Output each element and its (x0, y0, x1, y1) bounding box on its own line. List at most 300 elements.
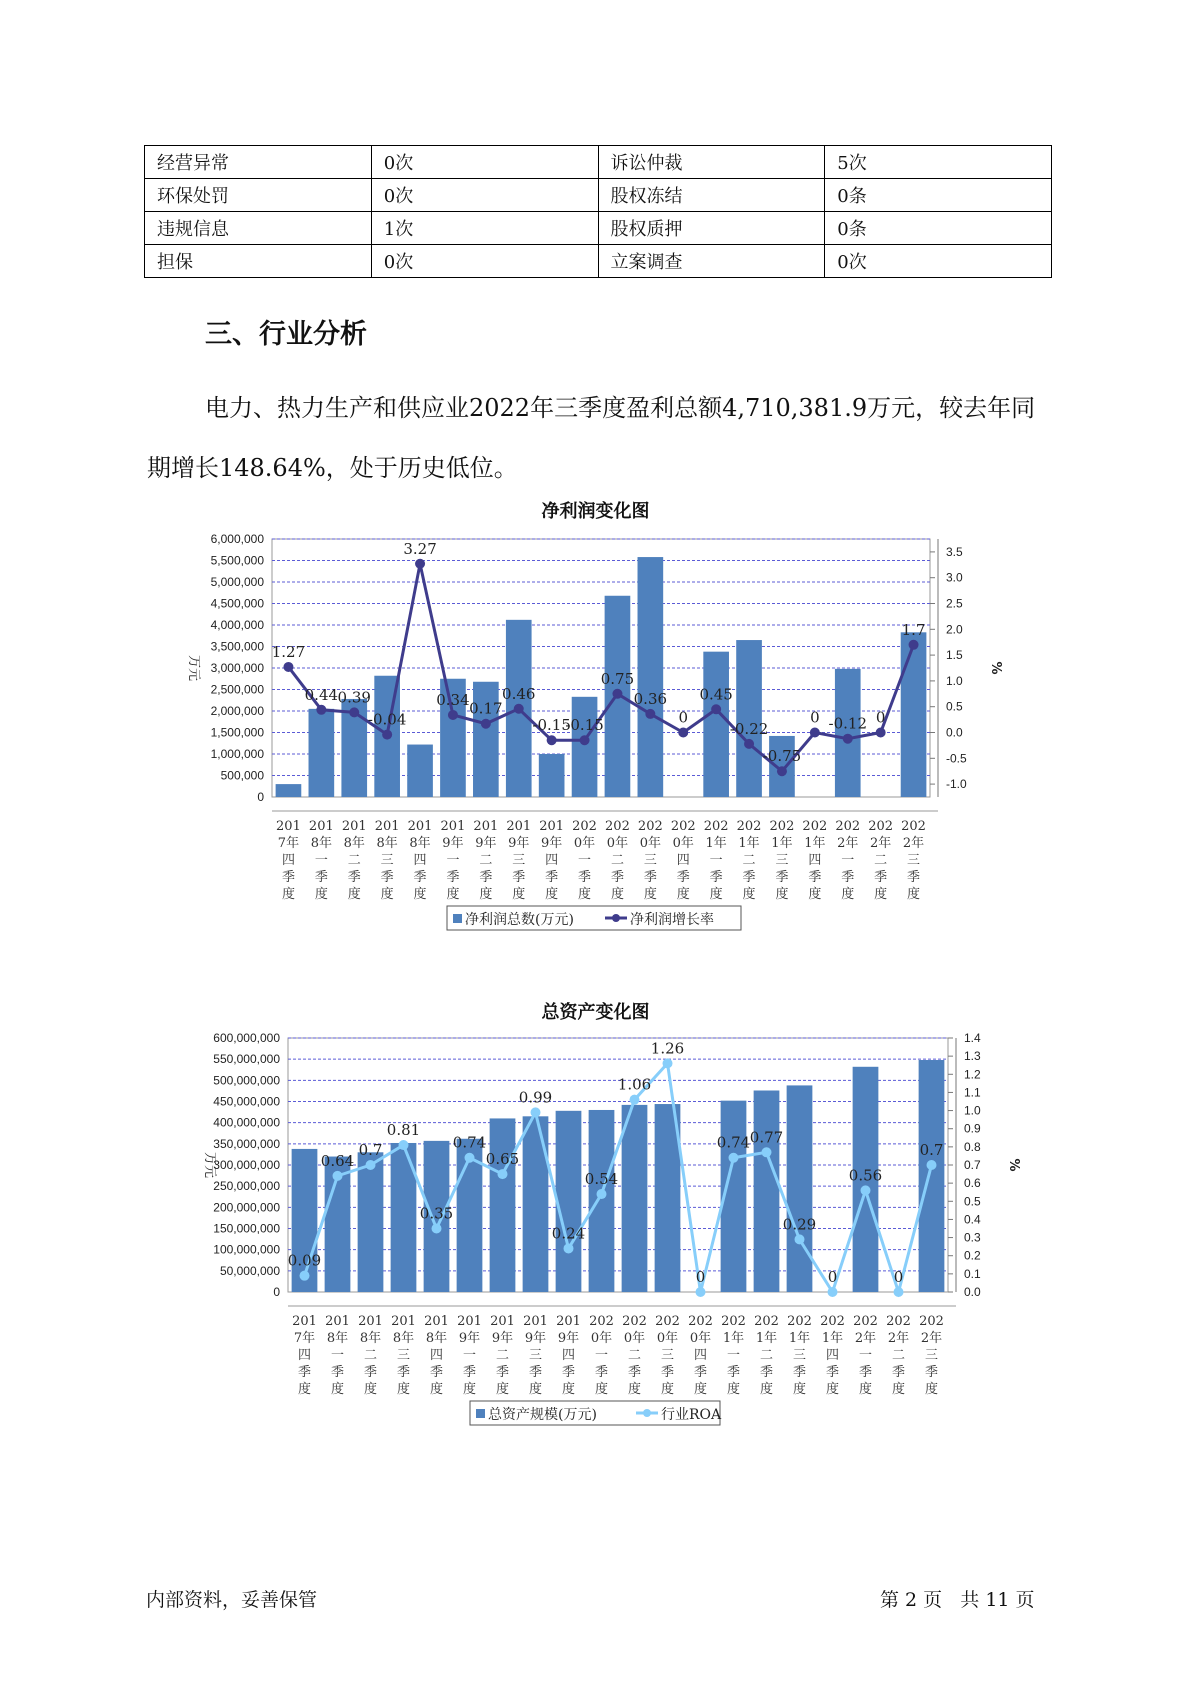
y-tick-label: 500,000 (220, 768, 264, 783)
x-tick-label: 度 (314, 887, 328, 902)
x-tick-label: 度 (808, 887, 822, 902)
net-profit-chart (0, 520, 1191, 960)
footer-confidential-note: 内部资料，妥善保管 (146, 1589, 318, 1611)
x-tick-label: 季 (709, 870, 723, 885)
x-tick-label: 201 (539, 819, 565, 834)
line-point (696, 1287, 706, 1297)
y-tick-label: 5,500,000 (210, 553, 264, 568)
x-tick-label: 201 (391, 1314, 416, 1329)
line-point (547, 735, 557, 745)
line-point (663, 1058, 673, 1068)
y2-tick-label: 0.8 (964, 1139, 981, 1154)
bar (276, 784, 302, 797)
data-label: 1.7 (901, 620, 926, 639)
data-label: -0.12 (828, 714, 867, 733)
x-tick-label: 202 (868, 819, 894, 834)
x-tick-label: 度 (907, 887, 921, 902)
x-tick-label: 度 (742, 887, 756, 902)
x-tick-label: 四 (297, 1348, 312, 1363)
line-point (564, 1243, 574, 1253)
bar (919, 1060, 945, 1292)
x-tick-label: 季 (676, 870, 690, 885)
y2-tick-label: 1.1 (964, 1085, 981, 1100)
data-label: 0.34 (436, 690, 470, 709)
x-tick-label: 季 (479, 870, 493, 885)
x-tick-label: 9年 (524, 1331, 547, 1346)
y2-tick-label: 0.4 (964, 1212, 981, 1227)
risk-table-cell: 股权质押 (598, 212, 825, 245)
x-tick-label: 202 (589, 1314, 614, 1329)
line-point (514, 704, 524, 714)
legend-bar-swatch (476, 1409, 485, 1418)
y2-tick-label: 1.2 (964, 1067, 981, 1082)
industry-summary-paragraph: 电力、热力生产和供应业2022年三季度盈利总额4,710,381.9万元，较去年同期增长148.64%，处于历史低位。 (147, 394, 1036, 482)
x-tick-label: 202 (901, 819, 926, 834)
x-tick-label: 202 (655, 1314, 680, 1329)
x-tick-label: 0年 (639, 836, 661, 851)
data-label: 0.56 (848, 1166, 883, 1185)
data-label: 0.7 (358, 1141, 383, 1159)
x-tick-label: 201 (308, 819, 334, 834)
data-label: 0.65 (485, 1150, 520, 1169)
x-tick-label: 202 (853, 1314, 878, 1329)
y2-tick-label: 3.5 (946, 544, 963, 559)
y2-axis-title: % (988, 661, 1003, 675)
x-tick-label: 2年 (887, 1331, 910, 1346)
data-label: 0.64 (320, 1151, 355, 1170)
x-tick-label: 201 (490, 1314, 515, 1329)
data-label: 0 (678, 708, 689, 727)
bar (539, 754, 565, 797)
risk-table-cell: 5次 (825, 146, 1052, 179)
data-label: 1.26 (650, 1039, 685, 1058)
line-point (349, 707, 359, 717)
x-tick-label: 202 (605, 819, 630, 834)
data-label: 0.24 (551, 1224, 586, 1243)
x-tick-label: 季 (891, 1365, 906, 1380)
y-tick-label: 1,000,000 (210, 747, 264, 761)
y-tick-label: 0 (273, 1285, 280, 1299)
bar (754, 1090, 780, 1292)
x-tick-label: 1年 (722, 1331, 745, 1346)
x-tick-label: 一 (858, 1348, 873, 1363)
x-tick-label: 202 (820, 1314, 845, 1329)
line-point (810, 728, 820, 738)
x-tick-label: 201 (407, 819, 433, 834)
x-tick-label: 季 (924, 1365, 939, 1380)
risk-table-row (145, 146, 1052, 179)
y2-tick-label: 0.5 (964, 1194, 981, 1209)
x-tick-label: 1年 (821, 1331, 844, 1346)
data-label: 0.17 (469, 699, 503, 718)
data-label: 1.06 (617, 1075, 652, 1094)
line-point (711, 704, 721, 714)
x-tick-label: 季 (610, 870, 624, 885)
x-tick-label: 1年 (804, 836, 826, 851)
x-tick-label: 季 (759, 1365, 774, 1380)
x-tick-label: 度 (841, 887, 855, 902)
x-tick-label: 季 (380, 870, 394, 885)
x-tick-label: 201 (341, 819, 367, 834)
data-label: -0.15 (532, 716, 571, 735)
x-tick-label: 度 (363, 1382, 378, 1397)
x-tick-label: 度 (347, 887, 361, 902)
risk-table-cell: 经营异常 (145, 146, 372, 179)
x-tick-label: 度 (825, 1382, 840, 1397)
line-point (300, 1271, 310, 1281)
risk-table-cell: 立案调查 (598, 245, 825, 278)
x-tick-label: 度 (396, 1382, 411, 1397)
y-tick-label: 250,000,000 (213, 1179, 280, 1194)
x-tick-label: 9年 (475, 836, 497, 851)
data-label: 0.44 (304, 685, 339, 704)
y-tick-label: 6,000,000 (210, 532, 264, 546)
x-tick-label: 季 (578, 870, 592, 885)
x-tick-label: 季 (314, 870, 328, 885)
x-tick-label: 度 (528, 1382, 543, 1397)
y2-tick-label: 0.1 (964, 1266, 981, 1281)
line-point (333, 1171, 343, 1181)
risk-table-cell: 诉讼仲裁 (598, 146, 825, 179)
x-tick-label: 度 (891, 1382, 906, 1397)
x-tick-label: 9年 (508, 836, 530, 851)
x-tick-label: 1年 (738, 836, 760, 851)
data-label: 0.7 (919, 1141, 944, 1159)
line-point (531, 1107, 541, 1117)
risk-table-cell: 担保 (145, 245, 372, 278)
plot-area (272, 539, 930, 797)
bar (358, 1152, 384, 1292)
x-tick-label: 季 (512, 870, 526, 885)
y-tick-label: 600,000,000 (213, 1031, 280, 1045)
x-tick-label: 8年 (376, 836, 398, 851)
x-tick-label: 2年 (837, 836, 859, 851)
line-point (465, 1153, 475, 1163)
x-tick-label: 201 (440, 819, 466, 834)
bar (622, 1105, 648, 1292)
line-point (927, 1160, 937, 1170)
data-label: 0 (893, 1268, 904, 1286)
risk-table-cell: 0条 (825, 179, 1052, 212)
x-tick-label: 9年 (442, 836, 464, 851)
risk-table-row (145, 212, 1052, 245)
data-label: -0.04 (367, 710, 407, 729)
y-tick-label: 50,000,000 (219, 1263, 280, 1278)
x-tick-label: 四 (545, 853, 559, 868)
line-point (283, 662, 293, 672)
x-tick-label: 季 (446, 870, 460, 885)
x-tick-label: 二 (742, 853, 756, 868)
y2-tick-label: 1.0 (964, 1103, 981, 1118)
x-tick-label: 二 (363, 1348, 378, 1363)
x-tick-label: 度 (479, 887, 493, 902)
x-tick-label: 四 (693, 1348, 708, 1363)
bar (638, 557, 664, 797)
bar (292, 1149, 318, 1292)
x-tick-label: 202 (572, 819, 597, 834)
x-tick-label: 202 (622, 1314, 647, 1329)
y-tick-label: 0 (257, 790, 264, 804)
x-tick-label: 二 (479, 853, 493, 868)
x-tick-label: 季 (775, 870, 789, 885)
x-tick-label: 1年 (705, 836, 727, 851)
y-tick-label: 3,000,000 (210, 661, 264, 675)
x-tick-label: 度 (594, 1382, 609, 1397)
y2-tick-label: 1.5 (946, 648, 963, 663)
total-assets-chart-title: 总资产变化图 (541, 1002, 650, 1023)
x-tick-label: 度 (792, 1382, 807, 1397)
x-tick-label: 季 (693, 1365, 708, 1380)
x-tick-label: 季 (330, 1365, 345, 1380)
x-tick-label: 9年 (557, 1331, 580, 1346)
data-label: 0.74 (716, 1133, 751, 1152)
y-tick-label: 450,000,000 (213, 1094, 280, 1109)
risk-table-row (145, 179, 1052, 212)
data-label: 0.74 (452, 1133, 487, 1152)
x-tick-label: 202 (802, 819, 828, 834)
y-tick-label: 550,000,000 (213, 1052, 280, 1067)
x-tick-label: 季 (462, 1365, 477, 1380)
x-tick-label: 三 (643, 853, 657, 868)
y-tick-label: 4,000,000 (210, 618, 264, 632)
y2-tick-label: 0.0 (946, 725, 963, 740)
x-tick-label: 202 (703, 819, 729, 834)
line-point (762, 1147, 772, 1157)
x-tick-label: 三 (924, 1348, 939, 1363)
risk-table-cell: 1次 (371, 212, 598, 245)
x-tick-label: 一 (841, 853, 855, 868)
x-tick-label: 季 (841, 870, 855, 885)
x-tick-label: 三 (512, 853, 526, 868)
x-tick-label: 一 (726, 1348, 741, 1363)
x-tick-label: 1年 (788, 1331, 811, 1346)
bar (523, 1116, 549, 1292)
line-point (366, 1160, 376, 1170)
line-point (580, 735, 590, 745)
data-label: 0.36 (633, 689, 668, 708)
data-label: 0.75 (600, 669, 635, 688)
y2-axis-title: % (1006, 1158, 1021, 1172)
x-tick-label: 度 (759, 1382, 774, 1397)
x-tick-label: 季 (297, 1365, 312, 1380)
x-tick-label: 二 (874, 853, 888, 868)
x-tick-label: 1年 (755, 1331, 778, 1346)
y-tick-label: 350,000,000 (213, 1136, 280, 1151)
x-tick-label: 度 (858, 1382, 873, 1397)
x-tick-label: 度 (610, 887, 624, 902)
x-tick-label: 1年 (771, 836, 793, 851)
x-tick-label: 季 (528, 1365, 543, 1380)
x-tick-label: 二 (495, 1348, 510, 1363)
data-label: 0.77 (749, 1128, 784, 1147)
y-tick-label: 300,000,000 (213, 1158, 280, 1172)
bar (572, 697, 598, 797)
x-tick-label: 度 (446, 887, 460, 902)
x-tick-label: 202 (721, 1314, 746, 1329)
line-point (729, 1153, 739, 1163)
y-tick-label: 2,000,000 (210, 704, 264, 718)
line-point (876, 728, 886, 738)
data-label: 1.27 (271, 642, 306, 661)
data-label: -0.75 (762, 747, 802, 766)
x-tick-label: 一 (314, 853, 328, 868)
x-tick-label: 一 (330, 1348, 345, 1363)
x-tick-label: 四 (676, 853, 690, 868)
data-label: 0.35 (419, 1204, 454, 1223)
x-tick-label: 季 (363, 1365, 378, 1380)
x-tick-label: 0年 (623, 1331, 646, 1346)
data-label: 0 (695, 1268, 706, 1286)
legend-bar-label: 净利润总数(万元) (465, 912, 574, 928)
bar (407, 745, 433, 797)
bar (309, 709, 335, 797)
x-tick-label: 度 (775, 887, 789, 902)
x-tick-label: 三 (775, 853, 789, 868)
x-tick-label: 度 (281, 887, 295, 902)
section-title: 三、行业分析 (205, 319, 367, 350)
x-tick-label: 0年 (689, 1331, 712, 1346)
line-point (909, 640, 919, 650)
x-tick-label: 季 (347, 870, 361, 885)
x-tick-label: 201 (358, 1314, 383, 1329)
x-tick-label: 202 (886, 1314, 911, 1329)
y-tick-label: 100,000,000 (213, 1242, 280, 1257)
x-tick-label: 季 (594, 1365, 609, 1380)
data-label: -0.15 (565, 716, 604, 735)
x-tick-label: 季 (792, 1365, 807, 1380)
data-label: 3.27 (403, 539, 437, 558)
bar (556, 1111, 582, 1292)
x-tick-label: 季 (858, 1365, 873, 1380)
line-point (828, 1287, 838, 1297)
data-label: 0.54 (584, 1170, 619, 1189)
x-tick-label: 2年 (854, 1331, 877, 1346)
line-point (744, 739, 754, 749)
line-point (415, 559, 425, 569)
x-tick-label: 7年 (293, 1331, 316, 1346)
x-tick-label: 度 (693, 1382, 708, 1397)
x-tick-label: 201 (523, 1314, 548, 1329)
x-tick-label: 二 (610, 853, 624, 868)
bar (703, 652, 729, 797)
x-tick-label: 季 (808, 870, 822, 885)
legend-bar-label: 总资产规模(万元) (488, 1407, 597, 1423)
x-tick-label: 度 (578, 887, 592, 902)
bar (787, 1085, 813, 1292)
x-tick-label: 0年 (573, 836, 596, 851)
y2-tick-label: 0.9 (964, 1121, 981, 1136)
line-point (481, 719, 491, 729)
data-label: 0 (875, 708, 886, 727)
x-tick-label: 季 (907, 870, 921, 885)
risk-summary-table (144, 145, 1052, 278)
x-tick-label: 二 (627, 1348, 642, 1363)
y2-tick-label: 1.0 (946, 673, 963, 688)
x-tick-label: 0年 (606, 836, 629, 851)
x-tick-label: 201 (473, 819, 499, 834)
y-tick-label: 150,000,000 (213, 1221, 280, 1236)
line-point (861, 1185, 871, 1195)
line-point (612, 689, 622, 699)
x-tick-label: 三 (792, 1348, 807, 1363)
x-tick-label: 9年 (491, 1331, 514, 1346)
x-tick-label: 201 (325, 1314, 350, 1329)
x-tick-label: 三 (907, 853, 921, 868)
bar (901, 632, 927, 797)
x-tick-label: 四 (825, 1348, 840, 1363)
total-assets-chart (0, 1025, 1191, 1465)
line-point (316, 705, 326, 715)
risk-table-cell: 0次 (371, 146, 598, 179)
line-point (777, 766, 787, 776)
data-label: 0.81 (386, 1121, 421, 1140)
x-tick-label: 度 (297, 1382, 312, 1397)
y-tick-label: 2,500,000 (210, 682, 264, 697)
data-label: 0 (810, 708, 820, 727)
y-tick-label: 3,500,000 (210, 639, 264, 654)
x-tick-label: 0年 (590, 1331, 613, 1346)
x-tick-label: 季 (825, 1365, 840, 1380)
x-tick-label: 202 (787, 1314, 812, 1329)
x-tick-label: 201 (506, 819, 532, 834)
x-tick-label: 9年 (458, 1331, 481, 1346)
footer-page-number: 第 2 页 共 11 页 (880, 1589, 1035, 1611)
x-tick-label: 度 (874, 887, 888, 902)
legend-bar-swatch (453, 914, 462, 923)
risk-table-cell: 0次 (371, 179, 598, 212)
x-tick-label: 度 (561, 1382, 576, 1397)
net-profit-chart-title: 净利润变化图 (541, 501, 650, 522)
y2-tick-label: 2.5 (946, 596, 963, 611)
x-tick-label: 202 (919, 1314, 944, 1329)
risk-table-cell: 环保处罚 (145, 179, 372, 212)
x-tick-label: 三 (396, 1348, 411, 1363)
x-tick-label: 201 (457, 1314, 482, 1329)
bar (835, 669, 861, 797)
x-tick-label: 度 (709, 887, 723, 902)
risk-table-cell: 0次 (825, 245, 1052, 278)
line-point (678, 728, 688, 738)
y2-tick-label: 0.0 (964, 1285, 981, 1299)
x-tick-label: 201 (424, 1314, 449, 1329)
y2-tick-label: 0.5 (946, 699, 963, 714)
x-tick-label: 202 (769, 819, 795, 834)
legend-line-label: 行业ROA (661, 1407, 722, 1423)
x-tick-label: 季 (627, 1365, 642, 1380)
x-tick-label: 一 (578, 853, 592, 868)
line-point (448, 710, 458, 720)
y-axis-title: 万元 (202, 1151, 217, 1179)
x-tick-label: 度 (924, 1382, 939, 1397)
x-tick-label: 202 (688, 1314, 713, 1329)
x-tick-label: 季 (281, 870, 295, 885)
legend-line-marker (643, 1409, 651, 1417)
y-tick-label: 400,000,000 (213, 1115, 280, 1130)
x-tick-label: 度 (676, 887, 690, 902)
x-tick-label: 度 (462, 1382, 477, 1397)
y-tick-label: 5,000,000 (210, 575, 264, 589)
y2-tick-label: 0.7 (964, 1158, 981, 1172)
x-tick-label: 8年 (310, 836, 332, 851)
x-tick-label: 8年 (425, 1331, 448, 1346)
x-tick-label: 季 (660, 1365, 675, 1380)
y-tick-label: 1,500,000 (210, 725, 264, 740)
x-tick-label: 季 (643, 870, 657, 885)
x-tick-label: 三 (380, 853, 394, 868)
risk-table-cell: 股权冻结 (598, 179, 825, 212)
legend-line-label: 净利润增长率 (630, 912, 714, 928)
line-point (597, 1189, 607, 1199)
